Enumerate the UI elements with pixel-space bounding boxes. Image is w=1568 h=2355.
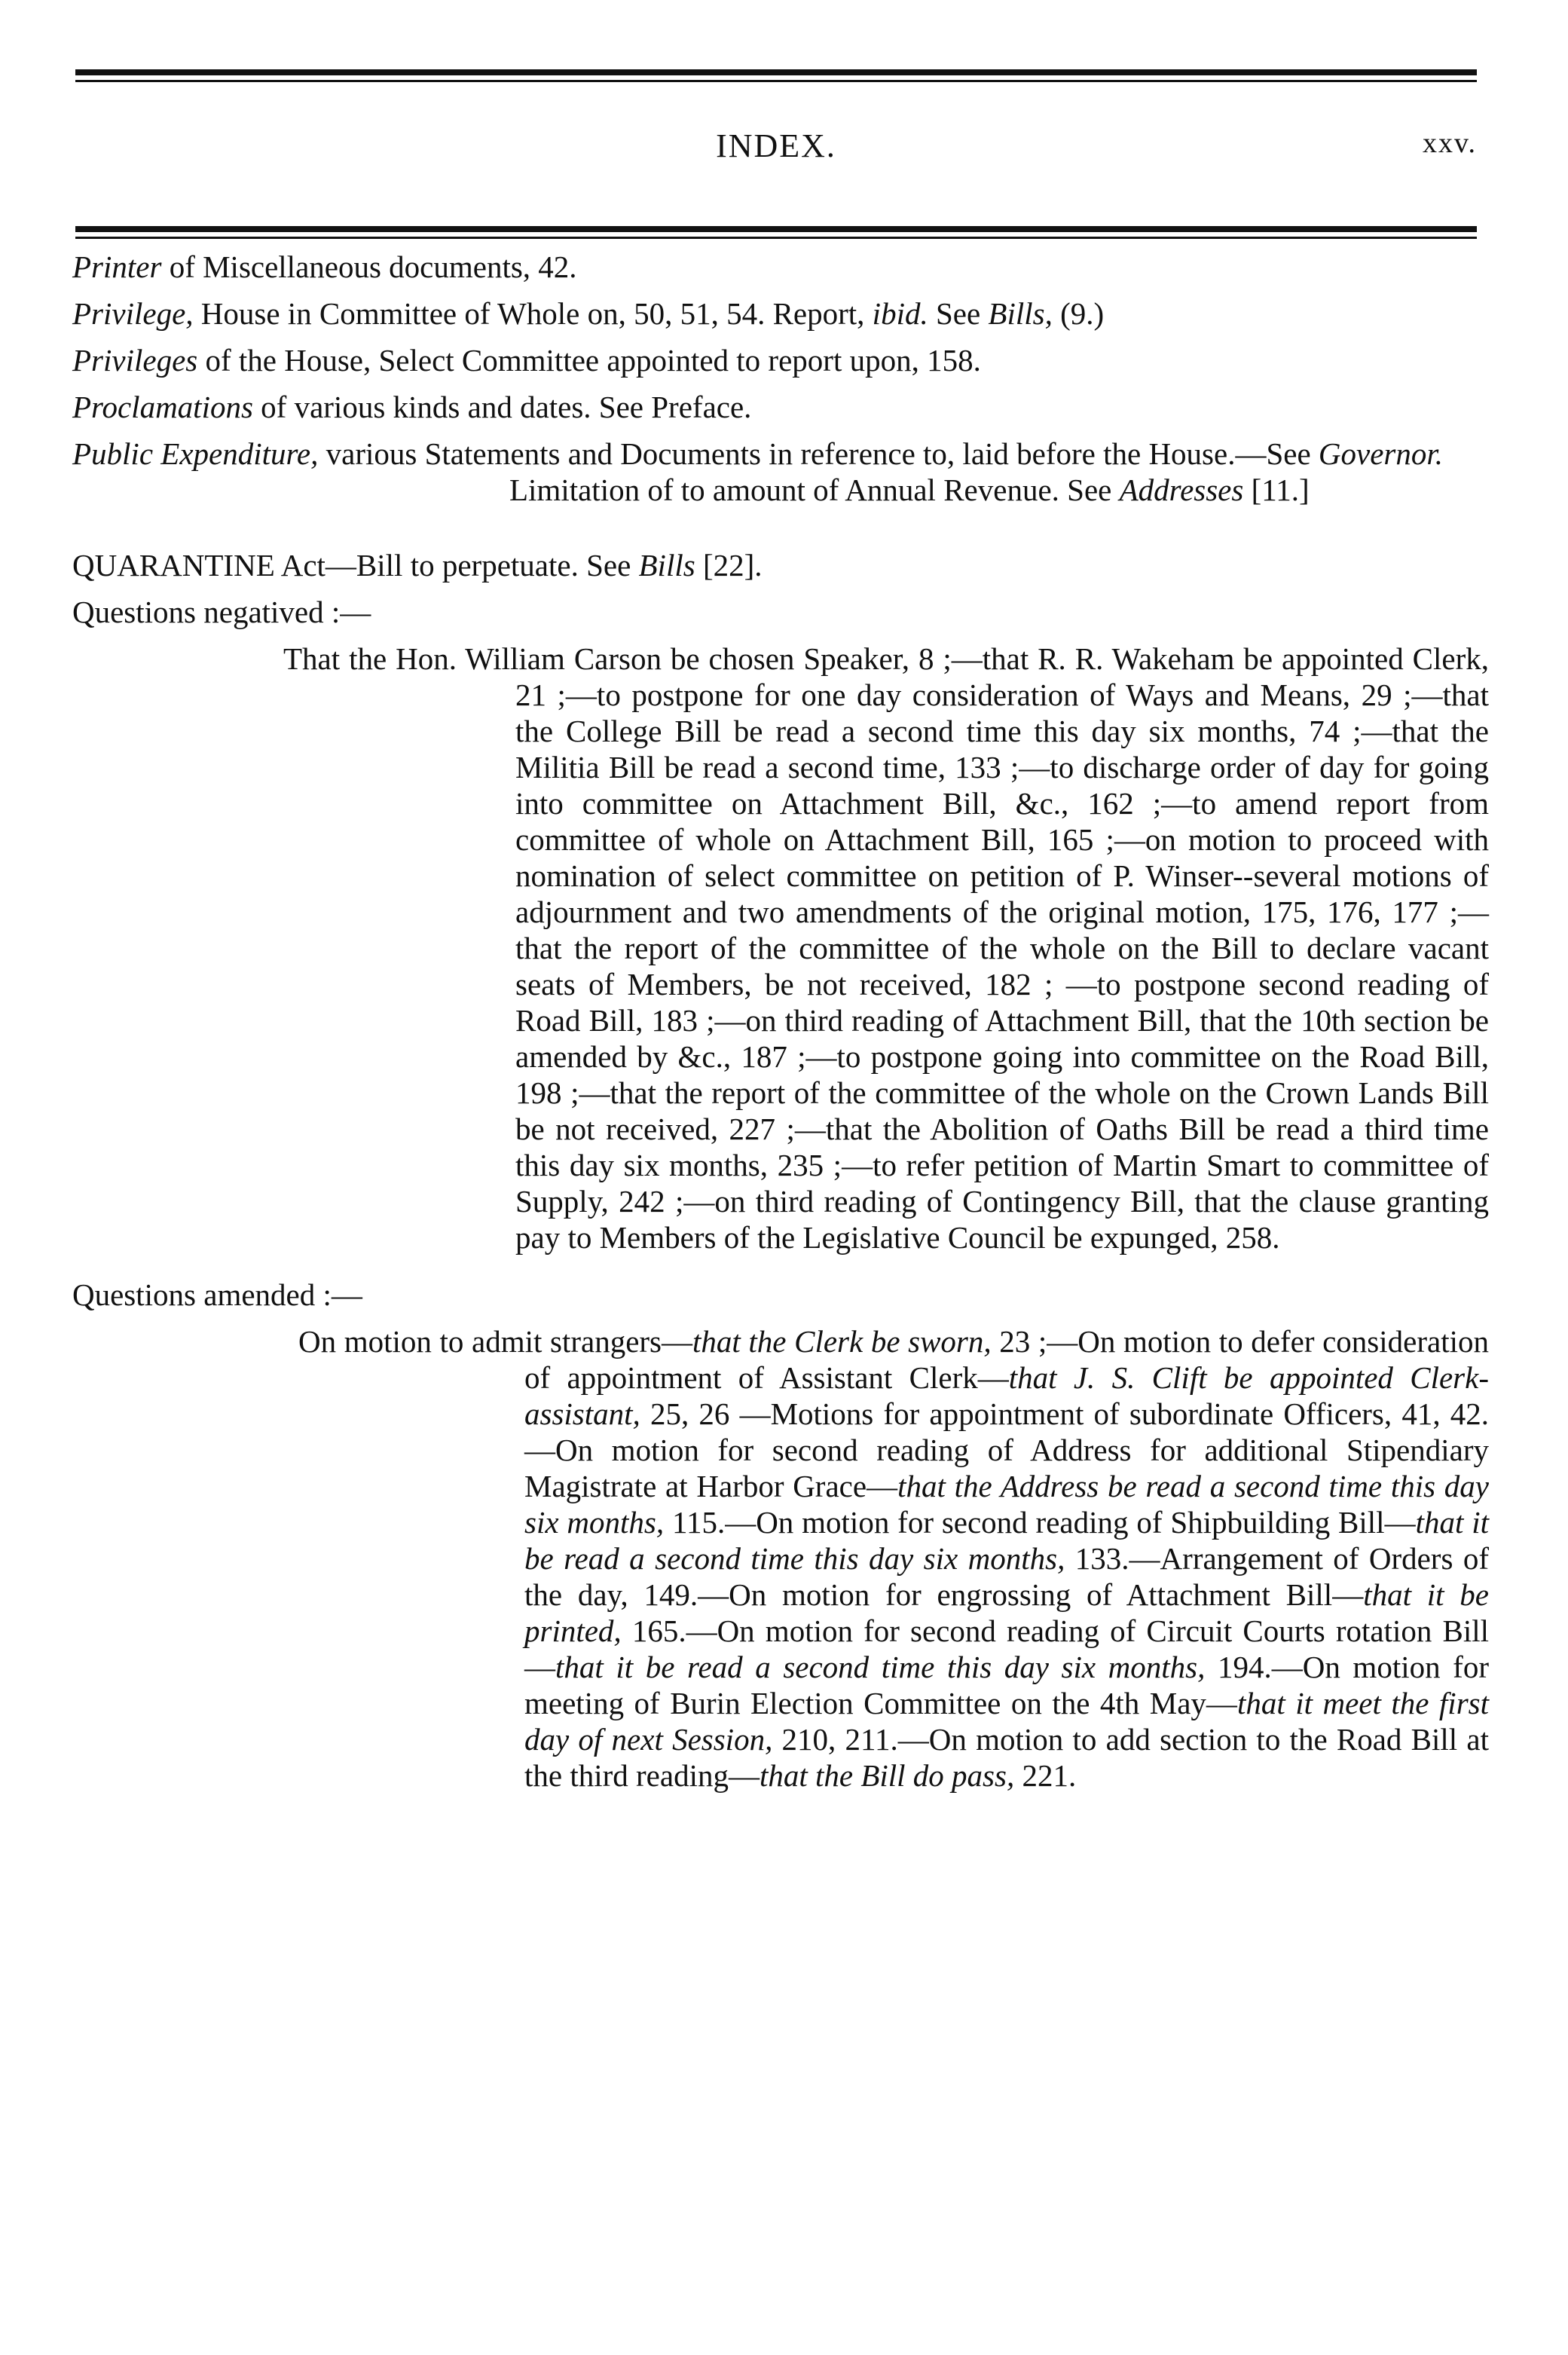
questions-amended-heading: Questions amended :—	[72, 1277, 362, 1312]
amended-text: 23 ;—On motion to defer consideration of appointment of Assistant Clerk—	[524, 1324, 1489, 1395]
index-entry-privileges	[72, 342, 1489, 378]
index-entry-text: (9.)	[1052, 296, 1105, 331]
index-entry-text: Limitation of to amount of Annual Revenue. See	[509, 473, 1120, 507]
index-entry-text: [11.]	[1243, 473, 1310, 507]
amended-italic: that it be read a second time this day six months,	[555, 1650, 1206, 1684]
index-entry-text: QUARANTINE Act—Bill to perpetuate. See	[72, 548, 639, 583]
page-number: xxv.	[1422, 127, 1477, 159]
index-entries	[72, 249, 1489, 1794]
index-entry-public-expenditure	[72, 436, 1489, 508]
amended-italic: that the Clerk be sworn,	[692, 1324, 992, 1359]
index-entry-italic: Addresses	[1119, 473, 1244, 507]
amended-italic: that the Address be read a second time this day six months,	[524, 1469, 1489, 1540]
index-term: Privilege,	[72, 296, 194, 331]
index-entry-text: of Miscellaneous documents, 42.	[161, 249, 577, 284]
index-entry-italic: Bills	[638, 548, 695, 583]
bottom-double-rule	[75, 226, 1477, 239]
index-term: Privileges	[72, 343, 198, 378]
top-double-rule	[75, 69, 1477, 82]
amended-text: 210, 211.—On motion to add section to the Road Bill at the third reading—	[524, 1722, 1489, 1793]
amended-text: 133.—Arrangement of Orders of the day, 149.—On motion for engrossing of Attachment Bill—	[524, 1541, 1489, 1612]
running-head	[75, 127, 1477, 172]
index-term: Public Expenditure,	[72, 436, 319, 471]
amended-italic: that it meet the first day of next Session,	[524, 1686, 1490, 1757]
amended-italic: that it be printed,	[524, 1577, 1490, 1648]
index-entry-printer	[72, 249, 1489, 285]
index-entry-italic: Bills,	[988, 296, 1053, 331]
index-entry-privilege	[72, 295, 1489, 332]
questions-negatived-heading: Questions negatived :—	[72, 595, 371, 629]
amended-text: On motion to admit strangers—	[298, 1324, 693, 1359]
amended-text: 194.—On motion for meeting of Burin Election Committee on the 4th May—	[524, 1650, 1489, 1720]
index-entry-text: of various kinds and dates. See Preface.	[252, 390, 752, 424]
index-entry-italic: Governor.	[1318, 436, 1444, 471]
index-entry-text: of the House, Select Committee appointed to report upon, 158.	[197, 343, 981, 378]
amended-italic: that the Bill do pass,	[759, 1758, 1015, 1793]
index-entry-quarantine	[72, 547, 1489, 583]
questions-negatived-text: That the Hon. William Carson be chosen Speaker, 8 ;—that R. R. Wakeham be appointed Clerk, 21 ;—to postpone for one day consideration of Ways and Means, 29 ;—that the College Bill be read a second time this day six months, 74 ;—that the Militia Bill be read a second time, 133 ;—to discharge order of day for going into committee on Attachment Bill, &c., 162 ;—to amend report from committee of whole on Attachment Bill, 165 ;—on motion to proceed with nomination of select committee on petition of P. Winser--several motions of adjournment and two amendments of the original motion, 175, 176, 177 ;—that the report of the committee of the whole on the Bill to declare vacant seats of Members, be not received, 182 ; —to postpone second reading of Road Bill, 183 ;—on third reading of Attachment Bill, that the 10th section be amended by &c., 187 ;—to postpone going into committee on the Road Bill, 198 ;—that the report of the committee of the whole on the Crown Lands Bill be not received, 227 ;—that the Abolition of Oaths Bill be read a third time this day six months, 235 ;—to refer petition of Martin Smart to committee of Supply, 242 ;—on third reading of Contingency Bill, that the clause granting pay to Members of the Legislative Council be expunged, 258.	[283, 641, 1489, 1255]
index-entry-text: See	[928, 296, 989, 331]
amended-text: 25, 26 —Motions for appointment of subordinate Officers, 41, 42.—On motion for second reading of Address for additional Stipendiary Magistrate at Harbor Grace—	[524, 1396, 1489, 1503]
amended-text: 165.—On motion for second reading of Circuit Courts rotation Bill—	[524, 1613, 1489, 1684]
questions-amended-text	[72, 1323, 1489, 1794]
amended-italic: that J. S. Clift be appointed Clerk-assistant,	[524, 1360, 1489, 1431]
index-entry-text: House in Committee of Whole on, 50, 51, 54. Report,	[193, 296, 873, 331]
amended-text: 115.—On motion for second reading of Shipbuilding Bill—	[664, 1505, 1416, 1540]
index-entry-proclamations	[72, 389, 1489, 425]
amended-italic: that it be read a second time this day six months,	[524, 1505, 1489, 1576]
index-entry-italic: ibid.	[872, 296, 928, 331]
page-title: INDEX.	[716, 127, 836, 164]
index-term: Printer	[72, 249, 162, 284]
amended-text: 221.	[1014, 1758, 1077, 1793]
index-term: Proclamations	[72, 390, 253, 424]
index-entry-text: various Statements and Documents in reference to, laid before the House.—See	[318, 436, 1319, 471]
index-entry-text: [22].	[695, 548, 763, 583]
